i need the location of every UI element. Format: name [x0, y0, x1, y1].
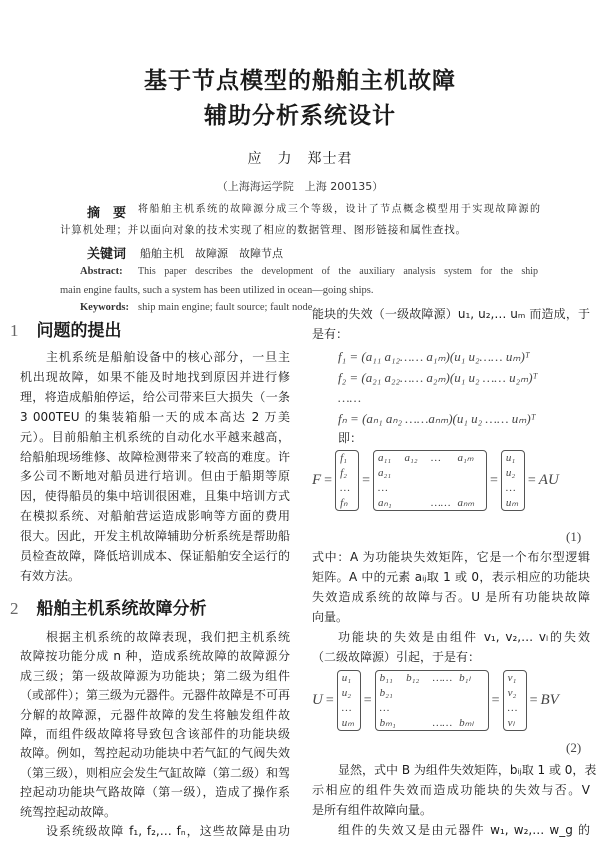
equals-sign: = — [527, 472, 536, 488]
column-vector — [337, 670, 361, 731]
body-text-line: 3 000TEU 的集装箱船一天的成本高达 2 万美 — [20, 409, 290, 424]
column-vector — [501, 450, 525, 511]
abstract-cn-line: 计算机处理；并以面向对象的技术实现了相应的数据管理、图形链接和属性查找。 — [60, 224, 467, 236]
body-text-line: 元）。目前船舶主机系统的自动化水平越来越高， — [20, 429, 290, 444]
equals-sign: = — [324, 472, 333, 488]
matrix-entry: …… — [432, 717, 453, 729]
equation-lhs: U — [312, 692, 323, 708]
matrix-entry: b₁₁ — [379, 672, 393, 684]
equation-number-2: (2) — [566, 740, 582, 755]
authors: 应 力 郑士君 — [247, 151, 353, 167]
abstract-en-line: main engine faults, such a system has been utilized in ocean—going ships. — [60, 285, 374, 296]
body-text-line: 组件的失效又是由元器件 w₁, w₂,… w_g 的 — [338, 823, 590, 837]
equation-number-1: (1) — [566, 529, 582, 544]
matrix-entry: … — [430, 452, 441, 464]
equals-sign: = — [363, 692, 372, 708]
matrix-entry: b₁ₗ — [459, 672, 471, 684]
body-text-line: 功能块的失效是由组件 v₁, v₂,… vₗ的失效 — [338, 630, 590, 644]
matrix-entry: … — [377, 482, 388, 494]
body-text-line: 成三级；第一级故障源为功能块；第二级为组件 — [20, 668, 290, 683]
equation-line: f₁ = (a₁₁ a₁₂…… a₁ₘ)(u₁ u₂…… uₘ)ᵀ — [338, 349, 530, 364]
equation-line: fₙ = (aₙ₁ aₙ₂ ……aₙₘ)(u₁ u₂ …… uₘ)ᵀ — [338, 410, 536, 426]
equation-rhs: BV — [540, 692, 559, 708]
paper-title-line-1: 基于节点模型的船舶主机故障 — [144, 68, 456, 94]
body-text-line: 显然，式中 B 为组件失效矩阵，bᵢⱼ取 1 或 0，表 — [338, 763, 597, 777]
vector-entry: uₘ — [505, 497, 519, 509]
body-text-line: 式中：A 为功能块失效矩阵，它是一个布尔型逻辑 — [312, 550, 590, 564]
equation-1 — [312, 450, 590, 511]
body-text-line: （第三级），则相应会发生气缸故障（第二级）和驾 — [20, 765, 291, 780]
body-text-line: 向量。 — [312, 610, 349, 624]
keywords-en-label: Keywords: — [80, 302, 129, 313]
matrix-entry: …… — [430, 497, 451, 509]
equation-line: …… — [338, 390, 362, 405]
matrix-entry — [406, 701, 431, 715]
body-text-line: 是有： — [312, 327, 349, 341]
coefficient-matrix — [375, 670, 489, 731]
matrix-entry — [457, 466, 482, 480]
abstract-label: 摘 要 — [87, 206, 127, 221]
matrix-entry — [431, 481, 456, 495]
vector-entry: u₁ — [505, 452, 516, 464]
matrix-entry: … — [379, 702, 390, 714]
body-text-line: 矩阵。A 中的元素 aᵢⱼ取 1 或 0，表示相应的功能块 — [312, 570, 590, 584]
vector-entry: vₗ — [507, 717, 515, 729]
column-vector — [503, 670, 527, 731]
matrix-entry — [459, 701, 484, 715]
matrix-entry — [431, 466, 456, 480]
equation-line: f₂ = (a₂₁ a₂₂…… a₂ₘ)(u₁ u₂ …… u₂ₘ)ᵀ — [338, 369, 538, 385]
body-text-line: 统驾控起动故障。 — [20, 804, 117, 819]
section-2-heading — [10, 594, 207, 619]
equals-sign: = — [529, 692, 538, 708]
body-text-line: 分解的故障源，元器件故障的发生将触发组件故 — [20, 707, 290, 722]
body-text-line: 故障按功能分成 n 种，造成系统故障的故障源分 — [20, 649, 290, 664]
vector-entry: v₂ — [507, 687, 517, 699]
body-text-line: 理，将造成船舶停运，给公司带来巨大损失（一条 — [20, 389, 290, 404]
body-text-line: 能块的失效（一级故障源）u₁, u₂,… uₘ 而造成，于 — [312, 307, 590, 321]
paper-title-line-2: 辅助分析系统设计 — [204, 103, 396, 129]
body-text-line: （二级故障源）引起，于是有： — [312, 650, 481, 664]
vector-entry: uₘ — [341, 717, 355, 729]
column-vector — [335, 450, 359, 511]
equals-sign: = — [491, 692, 500, 708]
matrix-entry: aₙₘ — [457, 497, 475, 509]
vector-entry: u₁ — [341, 672, 352, 684]
body-text-line: 给船舶现场维修、故障检测带来了较高的难度。许 — [20, 449, 290, 464]
vector-entry: u₂ — [341, 687, 352, 699]
namely-label: 即： — [338, 431, 363, 445]
matrix-entry: aₙ₁ — [377, 497, 392, 509]
section-number: 2 — [10, 599, 19, 618]
matrix-entry — [433, 686, 458, 700]
body-text-line: 在模拟系统、对船舶营运造成影响等方面的费用 — [20, 509, 290, 524]
vector-entry: u₂ — [505, 467, 516, 479]
body-text-line: 有效方法。 — [20, 568, 81, 583]
section-title: 问题的提出 — [36, 321, 122, 341]
section-1-heading — [10, 316, 122, 341]
equals-sign: = — [325, 692, 334, 708]
abstract-en-line: This paper describes the development of the auxiliary analysis system for the ship — [138, 266, 538, 277]
keywords-cn: 船舶主机 故障源 故障节点 — [140, 247, 283, 260]
matrix-entry — [433, 701, 458, 715]
matrix-entry: b₂₁ — [379, 687, 393, 699]
body-text-line: 根据主机系统的故障表现，我们把主机系统 — [46, 630, 290, 644]
coefficient-matrix — [373, 450, 487, 511]
matrix-entry: …… — [432, 672, 453, 684]
body-text-line: 设系统级故障 f₁, f₂,… fₙ，这些故障是由功 — [46, 824, 290, 838]
equation-2 — [312, 670, 590, 731]
body-text-line: 是所有组件故障向量。 — [312, 803, 433, 817]
matrix-entry: a₂₁ — [377, 467, 392, 479]
body-text-line: 故障。例如，驾控起动功能块中若气缸的气阀失效 — [20, 746, 290, 761]
abstract-cn-line: 将船舶主机系统的故障源分成三个等级，设计了节点概念模型用于实现故障源的 — [138, 204, 540, 215]
equals-sign: = — [362, 472, 370, 488]
body-text-line: 失效造成系统的故障与否。U 是所有功能块故障 — [312, 590, 590, 604]
body-text-line: 员检查故障，降低培训成本、保证船舶安全运行的 — [20, 549, 290, 563]
matrix-entry — [404, 466, 429, 480]
matrix-entry — [457, 481, 482, 495]
vector-entry: … — [340, 482, 350, 494]
matrix-entry: bₘₗ — [459, 717, 474, 729]
vector-entry: … — [505, 482, 516, 494]
abstract-en-label: Abstract: — [80, 266, 123, 277]
section-number: 1 — [10, 321, 19, 340]
matrix-entry — [459, 686, 484, 700]
vector-entry: … — [507, 702, 518, 714]
body-text-line: 很大。因此，开发主机故障辅助分析系统是帮助船 — [20, 529, 290, 544]
body-text-line: （或部件）；第三级为元器件。元器件故障是不可再 — [20, 688, 291, 703]
body-text-line: 因，使得船员的集中培训很困难，且集中培训方式 — [20, 489, 290, 504]
matrix-entry — [404, 481, 429, 495]
matrix-entry: a₁₁ — [377, 452, 392, 464]
matrix-entry: a₁ₘ — [457, 452, 474, 464]
vector-entry: v₁ — [507, 672, 517, 684]
body-text-line: 示相应的组件失效而造成功能块的失效与否。V — [312, 783, 590, 797]
matrix-entry: a₁₂ — [404, 452, 418, 464]
body-text-line: 控起动功能块气路故障（第一级），造成了操作系 — [20, 785, 290, 800]
equation-lhs: F — [312, 472, 322, 488]
matrix-entry: bₘ₁ — [379, 717, 396, 729]
keywords-en: ship main engine; fault source; fault node — [138, 302, 313, 313]
matrix-entry: b₁₂ — [406, 672, 420, 684]
matrix-entry — [406, 686, 431, 700]
vector-entry: fₙ — [340, 497, 348, 509]
matrix-entry — [404, 496, 429, 510]
body-text-line: 主机系统是船舶设备中的核心部分，一旦主 — [46, 350, 290, 364]
equation-rhs: AU — [538, 472, 559, 488]
equals-sign: = — [489, 472, 498, 488]
keywords-label: 关键词 — [87, 247, 127, 262]
section-title: 船舶主机系统故障分析 — [36, 599, 207, 619]
body-text-line: 障，而组件级故障将导致包含该部件的功能块级 — [20, 727, 290, 741]
affiliation: （上海海运学院 上海 200135） — [216, 180, 384, 193]
body-text-line: 机出现故障，如果不能及时地找到原因并进行修 — [20, 369, 290, 384]
vector-entry: f₂ — [340, 467, 347, 479]
vector-entry: f₁ — [340, 452, 347, 464]
body-text-line: 多公司不断地对船员进行培训。但由于船期等原 — [20, 469, 290, 484]
vector-entry: … — [341, 702, 352, 714]
matrix-entry — [406, 716, 431, 730]
